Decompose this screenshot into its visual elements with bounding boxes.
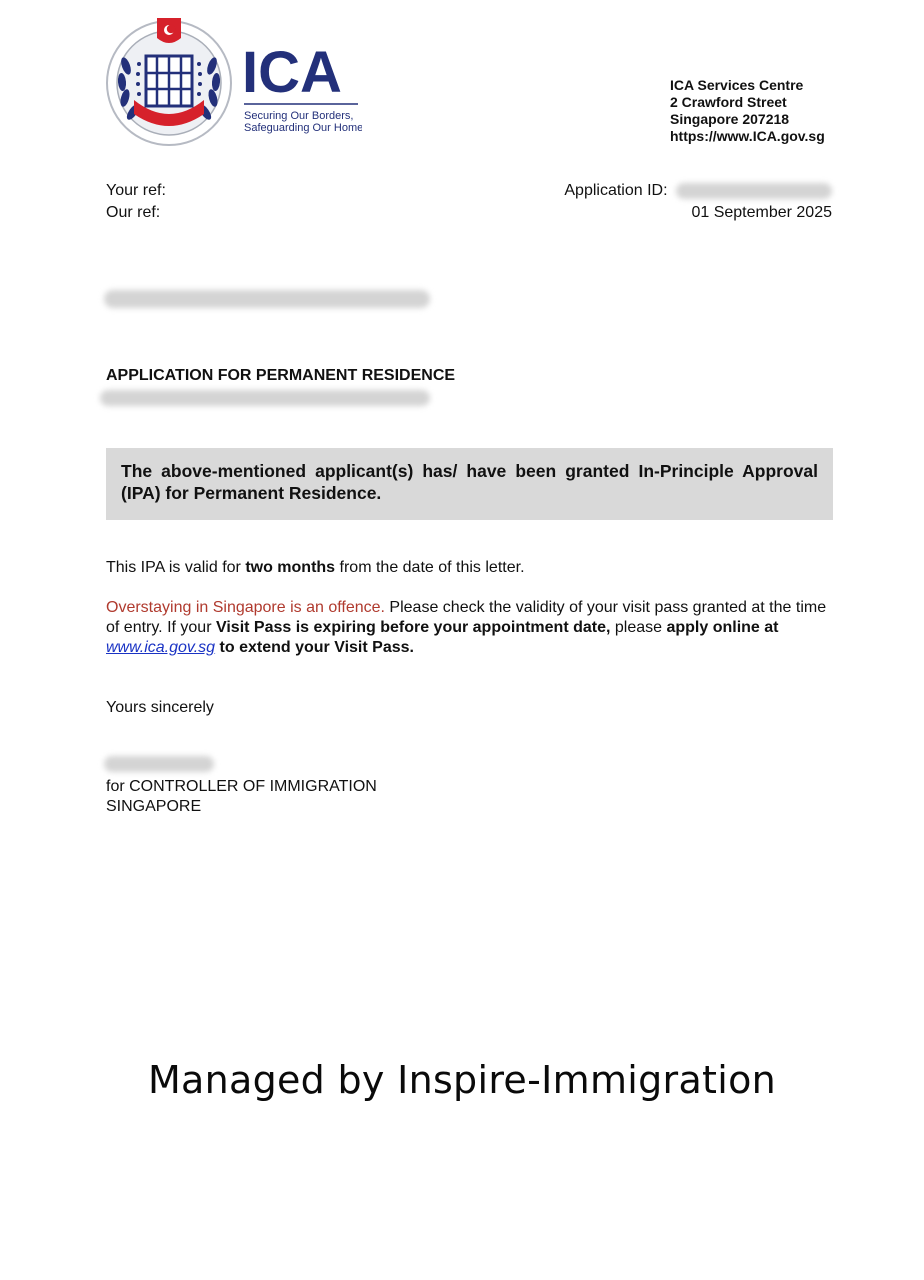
validity-duration: two months: [245, 559, 336, 576]
signatory-for-line: for CONTROLLER OF IMMIGRATION: [106, 778, 377, 795]
application-meta: [564, 180, 832, 224]
address-website: https://www.ICA.gov.sg: [670, 128, 825, 144]
application-id-label: Application ID:: [564, 182, 668, 199]
redacted-addressee: [104, 290, 430, 308]
letter-subject: [106, 366, 455, 386]
ica-logo: [106, 16, 362, 150]
ica-tagline-2: Safeguarding Our Home: [244, 122, 362, 134]
approval-notice-text: The above-mentioned applicant(s) has/ have been granted In-Principle Approval (IPA) for Permanent Residence.: [121, 461, 818, 503]
managed-by-caption: Managed by Inspire-Immigration: [147, 1058, 777, 1102]
warning-bold-3: to extend your Visit Pass.: [215, 639, 414, 656]
address-line-2: 2 Crawford Street: [670, 94, 787, 110]
approval-notice: [106, 448, 833, 520]
reference-labels: [106, 180, 166, 224]
ica-website-link[interactable]: www.ica.gov.sg: [106, 639, 216, 656]
validity-text-end: from the date of this letter.: [335, 559, 525, 576]
address-line-3: Singapore 207218: [670, 111, 790, 127]
validity-text-start: This IPA is valid for: [106, 559, 246, 576]
redacted-application-id: [676, 183, 832, 199]
signatory-country: SINGAPORE: [106, 798, 202, 815]
address-line-1: ICA Services Centre: [670, 77, 804, 93]
closing-salutation: Yours sincerely: [106, 699, 214, 716]
overstay-warning: Overstaying in Singapore is an offence.: [106, 599, 385, 616]
ica-tagline-1: Securing Our Borders,: [244, 110, 354, 122]
subject-title: APPLICATION FOR PERMANENT RESIDENCE: [106, 367, 456, 384]
ica-crest-icon: [106, 16, 362, 150]
our-ref-label: Our ref:: [106, 204, 161, 221]
warning-text-1: Please check the validity of your visit pass granted at the time of entry. If your: [106, 599, 827, 636]
overstay-warning-paragraph: [106, 598, 832, 658]
warning-text-2: please: [610, 619, 667, 636]
signatory-block: [106, 777, 832, 817]
sender-address: [670, 77, 825, 145]
validity-paragraph: [106, 558, 832, 578]
redacted-signatory: [104, 756, 214, 772]
your-ref-label: Your ref:: [106, 182, 166, 199]
letter-date: 01 September 2025: [691, 204, 832, 221]
ica-wordmark: ICA: [242, 40, 342, 105]
redacted-applicant-name: [100, 390, 430, 406]
warning-bold-2: apply online at: [666, 619, 779, 636]
warning-bold-1: Visit Pass is expiring before your appointment date,: [215, 619, 611, 636]
